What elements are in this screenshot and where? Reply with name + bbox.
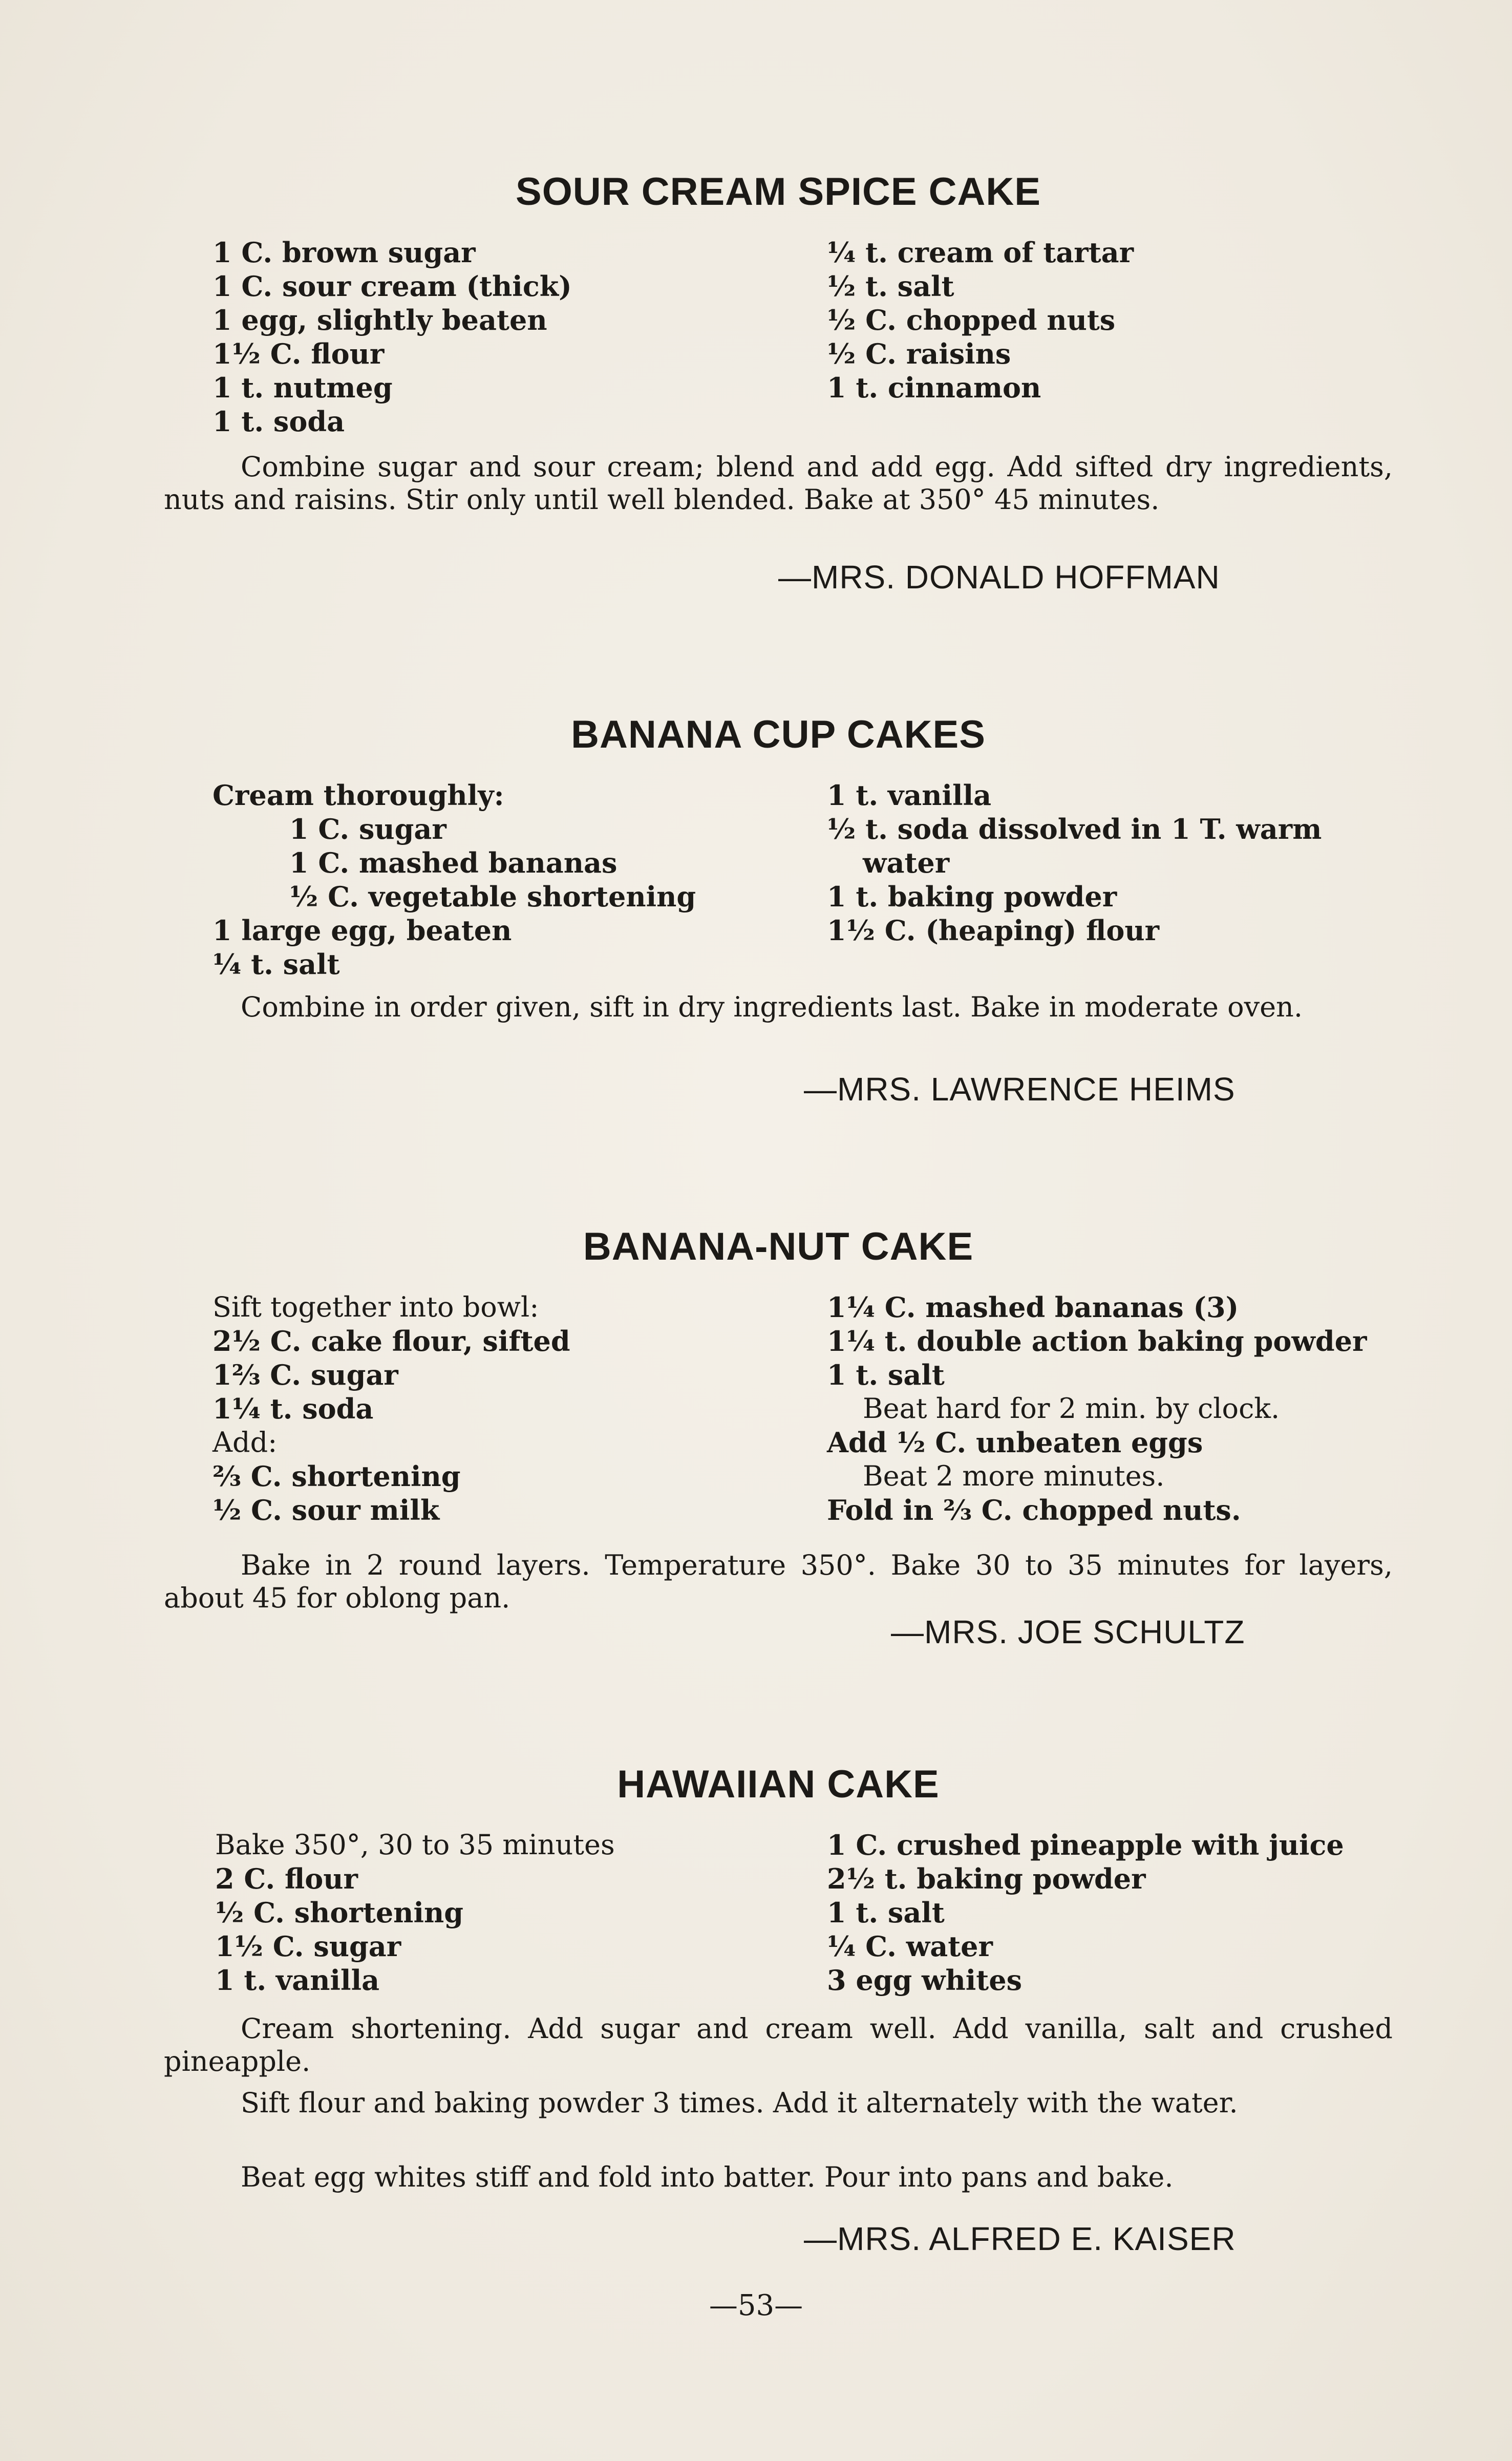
- ingredients-right: [827, 778, 1322, 947]
- ingredient: 1⅔ C. sugar: [212, 1359, 398, 1391]
- ingredient: 1 C. crushed pineapple with juice: [827, 1829, 1344, 1861]
- recipe-author: —MRS. LAWRENCE HEIMS: [804, 1071, 1236, 1108]
- instruction-line: Sift together into bowl:: [212, 1291, 539, 1323]
- recipe-author: —MRS. ALFRED E. KAISER: [804, 2220, 1236, 2257]
- ingredient: Fold in ⅔ C. chopped nuts.: [827, 1494, 1241, 1526]
- recipe-title: HAWAIIAN CAKE: [617, 1763, 940, 1806]
- page-number: —53—: [709, 2289, 803, 2322]
- ingredient: ½ C. chopped nuts: [827, 304, 1116, 336]
- instruction-line: Add:: [212, 1426, 278, 1458]
- ingredient: 2½ C. cake flour, sifted: [212, 1325, 570, 1357]
- instruction-line: Beat hard for 2 min. by clock.: [863, 1392, 1280, 1425]
- recipe-banana-nut-cake: [164, 1219, 1393, 1650]
- ingredient: 1 large egg, beaten: [212, 914, 512, 947]
- ingredient: 3 egg whites: [827, 1964, 1023, 1997]
- ingredient: 2½ t. baking powder: [827, 1862, 1146, 1895]
- ingredients-right: [827, 1828, 1344, 1997]
- ingredient: 1 t. vanilla: [827, 779, 992, 812]
- ingredient: ½ t. soda dissolved in 1 T. warm: [827, 813, 1322, 845]
- ingredient: 1 C. brown sugar: [212, 236, 476, 269]
- ingredient: ⅔ C. shortening: [212, 1460, 461, 1493]
- ingredient: ½ t. salt: [827, 270, 954, 303]
- ingredient: 1 t. nutmeg: [212, 371, 393, 404]
- instructions: Combine in order given, sift in dry ingredients last. Bake in moderate oven.: [241, 991, 1303, 1023]
- ingredient: ¼ t. salt: [212, 948, 340, 981]
- recipe-title: SOUR CREAM SPICE CAKE: [516, 170, 1041, 214]
- ingredient: 1 t. vanilla: [215, 1964, 380, 1997]
- recipe-title: BANANA CUP CAKES: [571, 713, 986, 756]
- ingredient: ½ C. shortening: [215, 1896, 463, 1929]
- ingredient: ¼ t. cream of tartar: [827, 236, 1134, 269]
- instructions: Bake in 2 round layers. Temperature 350°. Bake 30 to 35 minutes for layers, about 45 for oblong pan.: [164, 1549, 1393, 1614]
- ingredient: 1¼ t. double action baking powder: [827, 1325, 1367, 1357]
- ingredient: 1¼ t. soda: [212, 1392, 374, 1425]
- ingredient: ½ C. sour milk: [212, 1494, 440, 1526]
- ingredients-left: [212, 236, 572, 438]
- ingredient: 1 t. soda: [212, 405, 345, 438]
- ingredient: 1 t. baking powder: [827, 880, 1117, 913]
- ingredient: 1½ C. flour: [212, 337, 385, 370]
- instruction-line: Beat 2 more minutes.: [863, 1460, 1165, 1492]
- recipe-hawaiian-cake: [164, 1756, 1393, 2257]
- ingredient: 1½ C. (heaping) flour: [827, 914, 1160, 947]
- recipe-banana-cup-cakes: [164, 707, 1393, 1108]
- ingredients-left: [212, 778, 696, 981]
- recipe-author: —MRS. JOE SCHULTZ: [891, 1614, 1245, 1650]
- ingredient: 2 C. flour: [215, 1862, 358, 1895]
- ingredient: ½ C. raisins: [827, 337, 1011, 370]
- recipe-author: —MRS. DONALD HOFFMAN: [778, 559, 1220, 596]
- ingredient: 1 t. salt: [827, 1359, 945, 1391]
- instructions: Beat egg whites stiff and fold into batter. Pour into pans and bake.: [241, 2161, 1174, 2193]
- ingredient: ¼ C. water: [827, 1930, 993, 1963]
- ingredients-right: [827, 236, 1134, 405]
- ingredient: 1 t. salt: [827, 1896, 945, 1929]
- ingredients-right: [827, 1290, 1367, 1527]
- ingredient: 1 t. cinnamon: [827, 371, 1041, 404]
- ingredient: water: [863, 846, 950, 879]
- ingredients-left: [215, 1828, 615, 1997]
- ingredients-left: [212, 1290, 570, 1527]
- instruction-line: Bake 350°, 30 to 35 minutes: [215, 1829, 615, 1861]
- instructions: Sift flour and baking powder 3 times. Add it alternately with the water.: [241, 2087, 1238, 2119]
- ingredient: 1 C. mashed bananas: [289, 846, 617, 879]
- ingredient: 1½ C. sugar: [215, 1930, 401, 1963]
- ingredient: 1 egg, slightly beaten: [212, 304, 547, 336]
- instructions: Cream shortening. Add sugar and cream well. Add vanilla, salt and crushed pineapple.: [164, 2012, 1393, 2077]
- ingredient: 1¼ C. mashed bananas (3): [827, 1291, 1239, 1324]
- recipe-sour-cream-spice-cake: [164, 164, 1393, 596]
- ingredient: Add ½ C. unbeaten eggs: [827, 1426, 1203, 1459]
- ingredient: 1 C. sugar: [289, 813, 446, 845]
- ingredient: ½ C. vegetable shortening: [289, 880, 696, 913]
- recipe-title: BANANA-NUT CAKE: [583, 1225, 974, 1268]
- ingredient: 1 C. sour cream (thick): [212, 270, 572, 303]
- ingredient: Cream thoroughly:: [212, 779, 504, 812]
- instructions: Combine sugar and sour cream; blend and add egg. Add sifted dry ingredients, nuts and raisins. Stir only until well blended. Bake at 350° 45 minutes.: [164, 451, 1393, 516]
